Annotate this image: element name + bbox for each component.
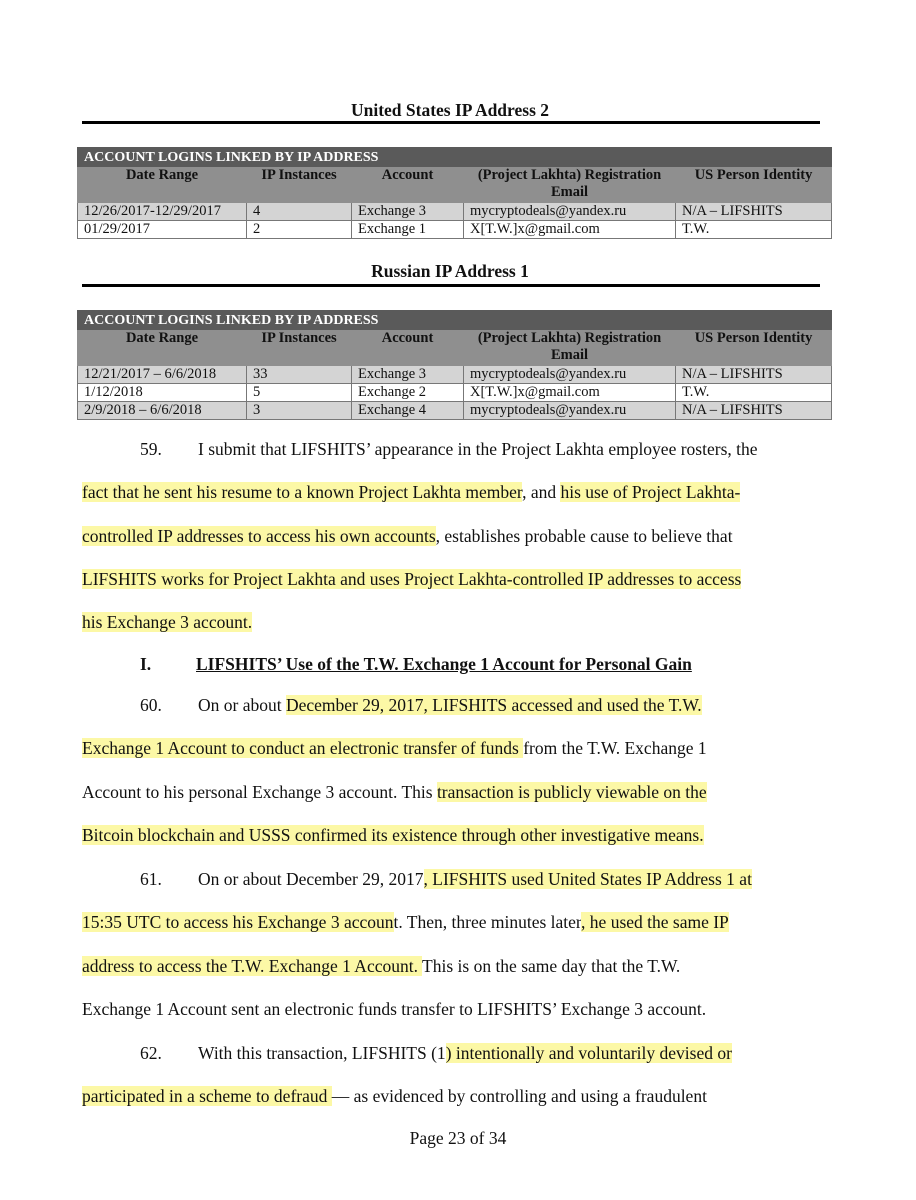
text-run: With this transaction, LIFSHITS (1: [198, 1043, 446, 1063]
highlighted-text: participated in a scheme to defraud: [82, 1086, 332, 1107]
cell-account: Exchange 1: [352, 221, 464, 239]
cell-identity: N/A – LIFSHITS: [676, 402, 832, 420]
cell-ip-instances: 2: [247, 221, 352, 239]
cell-ip-instances: 5: [247, 384, 352, 402]
cell-ip-instances: 4: [247, 203, 352, 221]
section-heading: [140, 654, 692, 675]
highlighted-text: his use of Project Lakhta-: [560, 482, 741, 503]
paragraph-number: 61.: [140, 869, 162, 889]
paragraph-60: [82, 684, 822, 857]
paragraph-number: 59.: [140, 439, 162, 459]
section-title-russian-ip-1: Russian IP Address 1: [371, 261, 529, 281]
col-header-ip-instances: IP Instances: [247, 167, 352, 203]
cell-account: Exchange 3: [352, 203, 464, 221]
cell-date-range: 12/21/2017 – 6/6/2018: [78, 366, 247, 384]
text-run: Account to his personal Exchange 3 account. This: [82, 781, 437, 802]
table-caption: ACCOUNT LOGINS LINKED BY IP ADDRESS: [78, 311, 832, 330]
paragraph-number: 60.: [140, 695, 162, 715]
cell-email: X[T.W.]x@gmail.com: [464, 221, 676, 239]
cell-ip-instances: 3: [247, 402, 352, 420]
paragraph-59: [82, 428, 822, 644]
highlighted-text: Exchange 1 Account to conduct an electronic transfer of funds: [82, 738, 524, 759]
text-run: Exchange 1 Account sent an electronic funds transfer to LIFSHITS’ Exchange 3 account.: [82, 998, 707, 1019]
text-run: from the T.W. Exchange 1: [523, 738, 707, 759]
text-run: — as evidenced by controlling and using a fraudulent: [331, 1086, 707, 1107]
ip-login-table-russian: [77, 310, 832, 420]
cell-account: Exchange 3: [352, 366, 464, 384]
highlighted-text: transaction is publicly viewable on the: [436, 781, 707, 802]
text-run: t. Then, three minutes later: [393, 912, 582, 933]
cell-identity: N/A – LIFSHITS: [676, 203, 832, 221]
col-header-us-person-identity: US Person Identity: [676, 330, 832, 366]
table-caption: ACCOUNT LOGINS LINKED BY IP ADDRESS: [78, 148, 832, 167]
highlighted-text: Bitcoin blockchain and USSS confirmed its existence through other investigative means.: [82, 824, 704, 845]
cell-ip-instances: 33: [247, 366, 352, 384]
paragraph-61: [82, 858, 822, 1031]
cell-account: Exchange 4: [352, 402, 464, 420]
text-run: On or about: [198, 695, 286, 715]
col-header-registration-email: (Project Lakhta) Registration Email: [464, 167, 676, 203]
highlighted-text: address to access the T.W. Exchange 1 Account.: [82, 955, 423, 976]
cell-account: Exchange 2: [352, 384, 464, 402]
table-row: [78, 402, 832, 420]
section-title-us-ip-2: United States IP Address 2: [350, 100, 550, 120]
cell-email: mycryptodeals@yandex.ru: [464, 366, 676, 384]
cell-identity: T.W.: [676, 221, 832, 239]
highlighted-text: controlled IP addresses to access his own accounts: [82, 525, 436, 546]
text-run: On or about December 29, 2017: [198, 869, 424, 889]
highlighted-text: ) intentionally and voluntarily devised or: [445, 1043, 732, 1063]
col-header-date-range: Date Range: [78, 167, 247, 203]
highlighted-text: , he used the same IP: [581, 912, 729, 933]
table-row: [78, 384, 832, 402]
highlighted-text: fact that he sent his resume to a known Project Lakhta member: [82, 482, 523, 503]
ip-login-table-us: [77, 147, 832, 239]
highlighted-text: his Exchange 3 account.: [82, 612, 253, 633]
col-header-us-person-identity: US Person Identity: [676, 167, 832, 203]
table-row: [78, 366, 832, 384]
cell-identity: N/A – LIFSHITS: [676, 366, 832, 384]
col-header-registration-email: (Project Lakhta) Registration Email: [464, 330, 676, 366]
highlighted-text: LIFSHITS works for Project Lakhta and uses Project Lakhta-controlled IP addresses to access: [82, 568, 742, 589]
paragraph-62: [82, 1032, 822, 1119]
cell-email: X[T.W.]x@gmail.com: [464, 384, 676, 402]
col-header-account: Account: [352, 330, 464, 366]
col-header-date-range: Date Range: [78, 330, 247, 366]
heading-number: I.: [140, 654, 152, 674]
text-run: This is on the same day that the T.W.: [422, 955, 681, 976]
highlighted-text: 15:35 UTC to access his Exchange 3 accoun: [82, 912, 394, 933]
highlighted-text: December 29, 2017, LIFSHITS accessed and used the T.W.: [285, 695, 702, 715]
text-run: , establishes probable cause to believe that: [435, 525, 733, 546]
section-rule: [82, 121, 820, 124]
cell-email: mycryptodeals@yandex.ru: [464, 402, 676, 420]
highlighted-text: , LIFSHITS used United States IP Address 1 at: [423, 869, 752, 889]
table-row: [78, 221, 832, 239]
col-header-ip-instances: IP Instances: [247, 330, 352, 366]
section-rule: [82, 284, 820, 287]
cell-date-range: 12/26/2017-12/29/2017: [78, 203, 247, 221]
cell-email: mycryptodeals@yandex.ru: [464, 203, 676, 221]
text-run: , and: [522, 482, 561, 503]
paragraph-number: 62.: [140, 1043, 162, 1063]
table-row: [78, 203, 832, 221]
cell-date-range: 2/9/2018 – 6/6/2018: [78, 402, 247, 420]
cell-date-range: 01/29/2017: [78, 221, 247, 239]
heading-text: LIFSHITS’ Use of the T.W. Exchange 1 Account for Personal Gain: [196, 654, 692, 674]
col-header-account: Account: [352, 167, 464, 203]
text-run: I submit that LIFSHITS’ appearance in the Project Lakhta employee rosters, the: [198, 439, 758, 459]
cell-identity: T.W.: [676, 384, 832, 402]
cell-date-range: 1/12/2018: [78, 384, 247, 402]
page-number: Page 23 of 34: [409, 1128, 507, 1148]
